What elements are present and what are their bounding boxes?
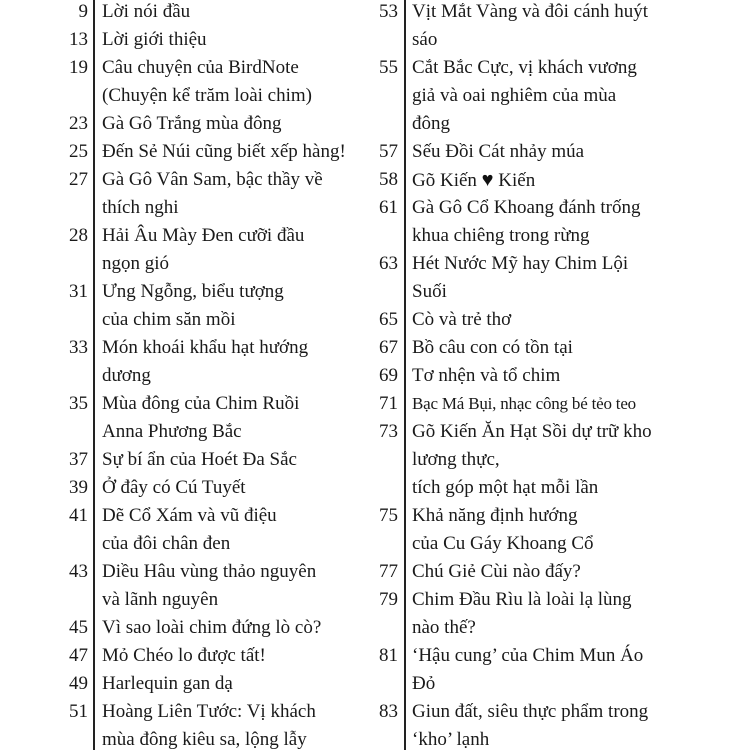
toc-title-line: Chim Đầu Rìu là loài lạ lùng [412, 589, 632, 610]
toc-title-line: Đỏ [412, 673, 436, 694]
toc-entry-title [412, 558, 581, 586]
toc-title-line: Hét Nước Mỹ hay Chim Lội [412, 253, 629, 274]
toc-entry-title [102, 474, 246, 502]
toc-title-line: Cò và trẻ thơ [412, 309, 512, 330]
toc-page-number: 13 [69, 29, 88, 50]
toc-entry-title [102, 390, 299, 446]
toc-entry-title [412, 194, 641, 250]
toc-entry-title [102, 446, 297, 474]
toc-title-line: Đến Sẻ Núi cũng biết xếp hàng! [102, 141, 346, 162]
toc-title-line: Hoàng Liên Tước: Vị khách [102, 701, 316, 722]
toc-title-line: tích góp một hạt mỗi lần [412, 477, 599, 498]
toc-entry-title [412, 166, 535, 195]
toc-title-line: Anna Phương Bắc [102, 421, 242, 442]
right-column-divider [404, 0, 406, 750]
left-column-divider [93, 0, 95, 750]
toc-title-line: (Chuyện kể trăm loài chim) [102, 85, 312, 106]
toc-page-number: 77 [379, 561, 398, 582]
toc-title-line: của chim săn mồi [102, 309, 236, 330]
toc-title-line: của đôi chân đen [102, 533, 231, 554]
toc-page-number: 45 [69, 617, 88, 638]
toc-title-line: Gõ Kiến ♥ Kiến [412, 169, 536, 191]
toc-page-number: 83 [379, 701, 398, 722]
toc-title-line: Gà Gô Vân Sam, bậc thầy về [102, 169, 323, 190]
toc-entry-title [412, 250, 628, 306]
toc-page-number: 58 [379, 169, 398, 190]
toc-title-line: Ưng Ngỗng, biểu tượng [102, 281, 284, 302]
toc-entry-title [412, 138, 584, 166]
toc-page-number: 69 [379, 365, 398, 386]
toc-title-line: giả và oai nghiêm của mùa [412, 85, 617, 106]
toc-title-line: Lời giới thiệu [102, 29, 207, 50]
toc-page-number: 63 [379, 253, 398, 274]
toc-title-line: Dẽ Cổ Xám và vũ điệu [102, 505, 277, 526]
toc-page-number: 67 [379, 337, 398, 358]
toc-page-number: 41 [69, 505, 88, 526]
toc-page-number: 73 [379, 421, 398, 442]
toc-title-line: Gõ Kiến Ăn Hạt Sồi dự trữ kho [412, 421, 652, 442]
toc-title-line: Lời nói đầu [102, 1, 191, 22]
toc-entry-title [102, 334, 308, 390]
toc-entry-title [412, 334, 573, 362]
toc-title-line: Món khoái khẩu hạt hướng [102, 337, 309, 358]
heart-icon: ♥ [481, 169, 494, 191]
toc-entry-title [412, 698, 648, 754]
toc-title-line: Bạc Má Bụi, nhạc công bé tẻo teo [412, 394, 636, 413]
toc-entry-title [102, 166, 323, 222]
toc-title-line: thích nghi [102, 197, 179, 218]
toc-entry-title [102, 222, 304, 278]
toc-page-number: 43 [69, 561, 88, 582]
toc-title-line: của Cu Gáy Khoang Cổ [412, 533, 594, 554]
toc-title-line: Ở đây có Cú Tuyết [102, 477, 246, 498]
toc-title-line: đông [412, 113, 450, 134]
toc-page-number: 55 [379, 57, 398, 78]
toc-title-line: Giun đất, siêu thực phẩm trong [412, 701, 649, 722]
toc-title-line: nào thế? [412, 617, 476, 638]
toc-page-number: 53 [379, 1, 398, 22]
toc-page-number: 31 [69, 281, 88, 302]
toc-title-line: Vì sao loài chim đứng lò cò? [102, 617, 322, 638]
toc-page-number: 33 [69, 337, 88, 358]
toc-title-line: Mùa đông của Chim Ruồi [102, 393, 300, 414]
toc-entry-title [102, 26, 207, 54]
toc-page-number: 81 [379, 645, 398, 666]
toc-page-number: 39 [69, 477, 88, 498]
toc-title-line: Khả năng định hướng [412, 505, 578, 526]
toc-entry-title [102, 558, 316, 614]
toc-page-number: 19 [69, 57, 88, 78]
toc-title-line: Câu chuyện của BirdNote [102, 57, 299, 78]
toc-entry-title [102, 642, 266, 670]
toc-entry-title [102, 502, 277, 558]
toc-entry-title [102, 670, 233, 698]
toc-title-line: sáo [412, 29, 438, 50]
toc-title-line: Vịt Mắt Vàng và đôi cánh huýt [412, 1, 649, 22]
toc-entry-title [102, 278, 284, 334]
toc-title-line: Mỏ Chéo lo được tất! [102, 645, 266, 666]
toc-title-line: Gà Gô Trắng mùa đông [102, 113, 282, 134]
toc-title-line: mùa đông kiêu sa, lộng lẫy [102, 729, 307, 750]
toc-title-line: khua chiêng trong rừng [412, 225, 590, 246]
toc-page-number: 61 [379, 197, 398, 218]
toc-page-number: 65 [379, 309, 398, 330]
toc-title-line: Bồ câu con có tồn tại [412, 337, 573, 358]
toc-title-line: Hải Âu Mày Đen cưỡi đầu [102, 225, 305, 246]
toc-page-number: 79 [379, 589, 398, 610]
toc-entry-title [102, 0, 190, 26]
toc-entry-title [412, 502, 594, 558]
toc-entry-title [102, 54, 312, 110]
toc-title-line: Gà Gô Cổ Khoang đánh trống [412, 197, 641, 218]
toc-entry-title [102, 614, 321, 642]
toc-entry-title [102, 110, 281, 138]
toc-title-line: và lãnh nguyên [102, 589, 219, 610]
toc-page-number: 28 [69, 225, 88, 246]
toc-page-number: 75 [379, 505, 398, 526]
toc-page-number: 57 [379, 141, 398, 162]
toc-title-line: lương thực, [412, 449, 500, 470]
toc-entry-title [412, 418, 652, 502]
toc-entry-title [102, 138, 346, 166]
toc-page-number: 35 [69, 393, 88, 414]
toc-page-number: 51 [69, 701, 88, 722]
toc-entry-title [412, 390, 636, 418]
toc-entry-title [412, 586, 632, 642]
toc-title-line: Chú Giẻ Cùi nào đấy? [412, 561, 581, 582]
toc-title-line: Diều Hâu vùng thảo nguyên [102, 561, 317, 582]
toc-title-line: ‘kho’ lạnh [412, 729, 490, 750]
toc-title-line: ‘Hậu cung’ của Chim Mun Áo [412, 645, 644, 666]
toc-page-number: 49 [69, 673, 88, 694]
toc-entry-title [412, 0, 648, 54]
toc-page-number: 71 [379, 393, 398, 414]
toc-page-number: 47 [69, 645, 88, 666]
toc-entry-title [412, 306, 511, 334]
toc-page-number: 27 [69, 169, 88, 190]
toc-page-number: 25 [69, 141, 88, 162]
toc-entry-title [102, 698, 316, 754]
toc-title-line: Sự bí ẩn của Hoét Đa Sắc [102, 449, 297, 470]
toc-title-line: dương [102, 365, 151, 386]
toc-page-number: 37 [69, 449, 88, 470]
toc-title-line: Sếu Đồi Cát nhảy múa [412, 141, 585, 162]
toc-title-line: Cắt Bắc Cực, vị khách vương [412, 57, 637, 78]
toc-title-line: Harlequin gan dạ [102, 673, 233, 694]
toc-page-number: 9 [78, 1, 88, 22]
toc-entry-title [412, 642, 643, 698]
toc-entry-title [412, 362, 560, 390]
toc-page-number: 23 [69, 113, 88, 134]
toc-entry-title [412, 54, 637, 138]
toc-title-line: Tơ nhện và tổ chim [412, 365, 561, 386]
toc-title-line: Suối [412, 281, 447, 302]
toc-title-line: ngọn gió [102, 253, 170, 274]
